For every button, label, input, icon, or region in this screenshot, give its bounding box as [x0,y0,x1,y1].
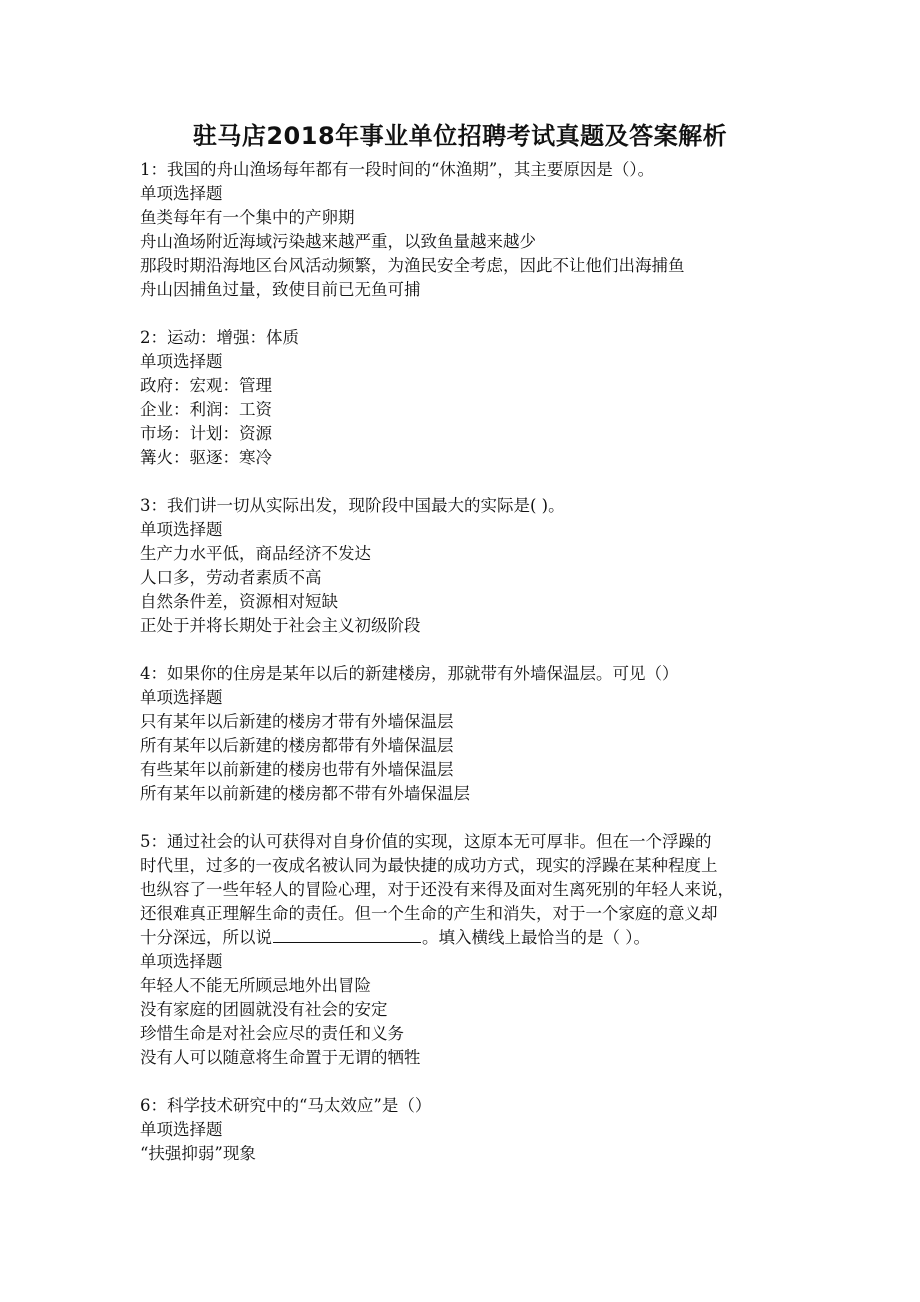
question-stem-line: 还很难真正理解生命的责任。但一个生命的产生和消失，对于一个家庭的意义却 [140,904,718,923]
option: 只有某年以后新建的楼房才带有外墙保温层 [140,712,454,731]
option: 所有某年以前新建的楼房都不带有外墙保温层 [140,784,470,803]
option: 市场：计划：资源 [140,424,272,443]
option: 鱼类每年有一个集中的产卵期 [140,208,355,227]
question-stem: 2：运动：增强：体质 [140,328,299,347]
option: 生产力水平低，商品经济不发达 [140,544,371,563]
question-stem-line: 时代里，过多的一夜成名被认同为最快捷的成功方式，现实的浮躁在某种程度上 [140,856,718,875]
question-type: 单项选择题 [140,352,223,371]
option: “扶强抑弱”现象 [140,1144,256,1163]
question-stem-line [140,926,790,950]
question-5 [140,830,790,1070]
option: 珍惜生命是对社会应尽的责任和义务 [140,1024,404,1043]
question-1 [140,158,790,302]
question-type: 单项选择题 [140,1120,223,1139]
question-stem: 3：我们讲一切从实际出发，现阶段中国最大的实际是( )。 [140,496,565,515]
option: 年轻人不能无所顾忌地外出冒险 [140,976,371,995]
question-stem: 6：科学技术研究中的“马太效应”是（） [140,1096,432,1115]
question-stem-line: 5：通过社会的认可获得对自身价值的实现，这原本无可厚非。但在一个浮躁的 [140,832,712,851]
stem-text-before-blank: 十分深远，所以说 [140,928,272,947]
question-2 [140,326,790,470]
option: 没有家庭的团圆就没有社会的安定 [140,1000,388,1019]
option: 篝火：驱逐：寒冷 [140,448,272,467]
question-list [140,158,790,1166]
stem-text-after-blank: 。填入横线上最恰当的是（ ）。 [422,928,650,947]
option: 自然条件差，资源相对短缺 [140,592,338,611]
fill-in-blank [273,928,421,943]
option: 所有某年以后新建的楼房都带有外墙保温层 [140,736,454,755]
question-type: 单项选择题 [140,688,223,707]
option: 人口多，劳动者素质不高 [140,568,322,587]
option: 那段时期沿海地区台风活动频繁，为渔民安全考虑，因此不让他们出海捕鱼 [140,256,685,275]
question-type: 单项选择题 [140,184,223,203]
question-4 [140,662,790,806]
option: 有些某年以前新建的楼房也带有外墙保温层 [140,760,454,779]
question-type: 单项选择题 [140,952,223,971]
question-stem: 1：我国的舟山渔场每年都有一段时间的“休渔期”，其主要原因是（）。 [140,160,655,179]
option: 舟山渔场附近海域污染越来越严重，以致鱼量越来越少 [140,232,536,251]
question-stem: 4：如果你的住房是某年以后的新建楼房，那就带有外墙保温层。可见（） [140,664,679,683]
option: 正处于并将长期处于社会主义初级阶段 [140,616,421,635]
question-6 [140,1094,790,1166]
option: 政府：宏观：管理 [140,376,272,395]
question-3 [140,494,790,638]
document-title: 驻马店2018年事业单位招聘考试真题及答案解析 [192,122,728,150]
option: 企业：利润：工资 [140,400,272,419]
option: 没有人可以随意将生命置于无谓的牺牲 [140,1048,421,1067]
question-stem-line: 也纵容了一些年轻人的冒险心理，对于还没有来得及面对生离死别的年轻人来说， [140,880,734,899]
question-type: 单项选择题 [140,520,223,539]
option: 舟山因捕鱼过量，致使目前已无鱼可捕 [140,280,421,299]
